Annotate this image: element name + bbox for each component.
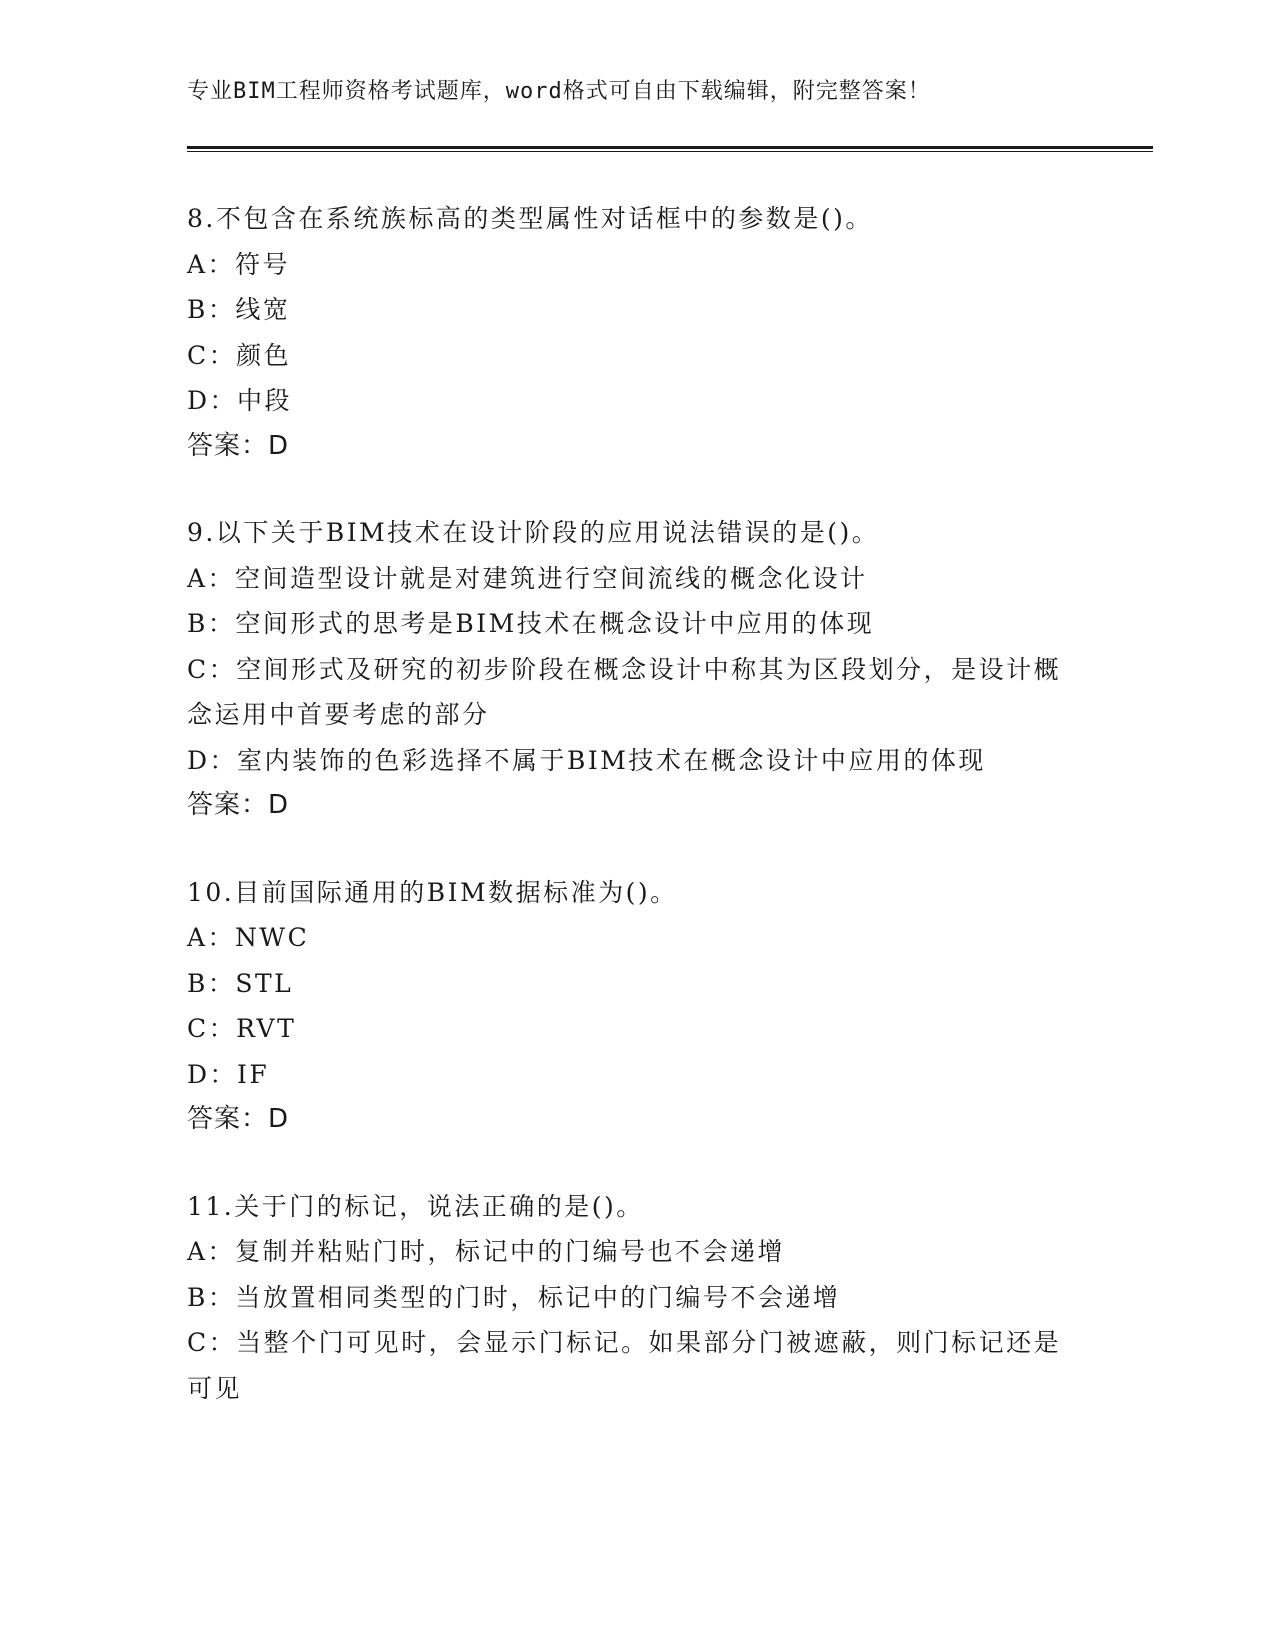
question-stem: 11.关于门的标记，说法正确的是()。 bbox=[187, 1191, 644, 1221]
option-b: B：空间形式的思考是BIM技术在概念设计中应用的体现 bbox=[187, 609, 875, 638]
question-11 bbox=[187, 1184, 1087, 1412]
option-b: B：当放置相同类型的门时，标记中的门编号不会递增 bbox=[187, 1282, 841, 1312]
option-a: A：复制并粘贴门时，标记中的门编号也不会递增 bbox=[187, 1237, 786, 1266]
option-a: A：NWC bbox=[187, 923, 310, 952]
question-stem: 10.目前国际通用的BIM数据标准为()。 bbox=[187, 877, 678, 907]
answer: 答案：D bbox=[187, 1104, 290, 1134]
question-10 bbox=[187, 870, 1087, 1143]
question-stem: 9.以下关于BIM技术在设计阶段的应用说法错误的是()。 bbox=[187, 518, 880, 547]
option-d: D：IF bbox=[187, 1059, 270, 1089]
option-b: B：STL bbox=[187, 968, 294, 998]
option-b: B：线宽 bbox=[187, 295, 291, 324]
question-stem: 8.不包含在系统族标高的类型属性对话框中的参数是()。 bbox=[187, 204, 873, 233]
option-a: A：空间造型设计就是对建筑进行空间流线的概念化设计 bbox=[187, 563, 868, 593]
option-c: C：RVT bbox=[187, 1014, 297, 1043]
option-d: D：中段 bbox=[187, 386, 293, 415]
option-a: A：符号 bbox=[187, 249, 291, 279]
page-header: 专业BIM工程师资格考试题库，word格式可自由下载编辑，附完整答案！ bbox=[187, 79, 931, 104]
header-divider-thick bbox=[187, 146, 1153, 149]
question-9 bbox=[187, 510, 1087, 829]
question-8 bbox=[187, 196, 1087, 469]
option-d: D：室内装饰的色彩选择不属于BIM技术在概念设计中应用的体现 bbox=[187, 745, 986, 775]
header-divider-thin bbox=[187, 151, 1153, 152]
question-list bbox=[187, 196, 1087, 1452]
answer: 答案：D bbox=[187, 430, 290, 461]
option-c: C：当整个门可见时，会显示门标记。如果部分门被遮蔽，则门标记还是可见 bbox=[187, 1328, 1062, 1403]
option-c: C：空间形式及研究的初步阶段在概念设计中称其为区段划分，是设计概念运用中首要考虑的部分 bbox=[187, 654, 1062, 729]
answer: 答案：D bbox=[187, 790, 290, 820]
option-c: C：颜色 bbox=[187, 340, 292, 370]
